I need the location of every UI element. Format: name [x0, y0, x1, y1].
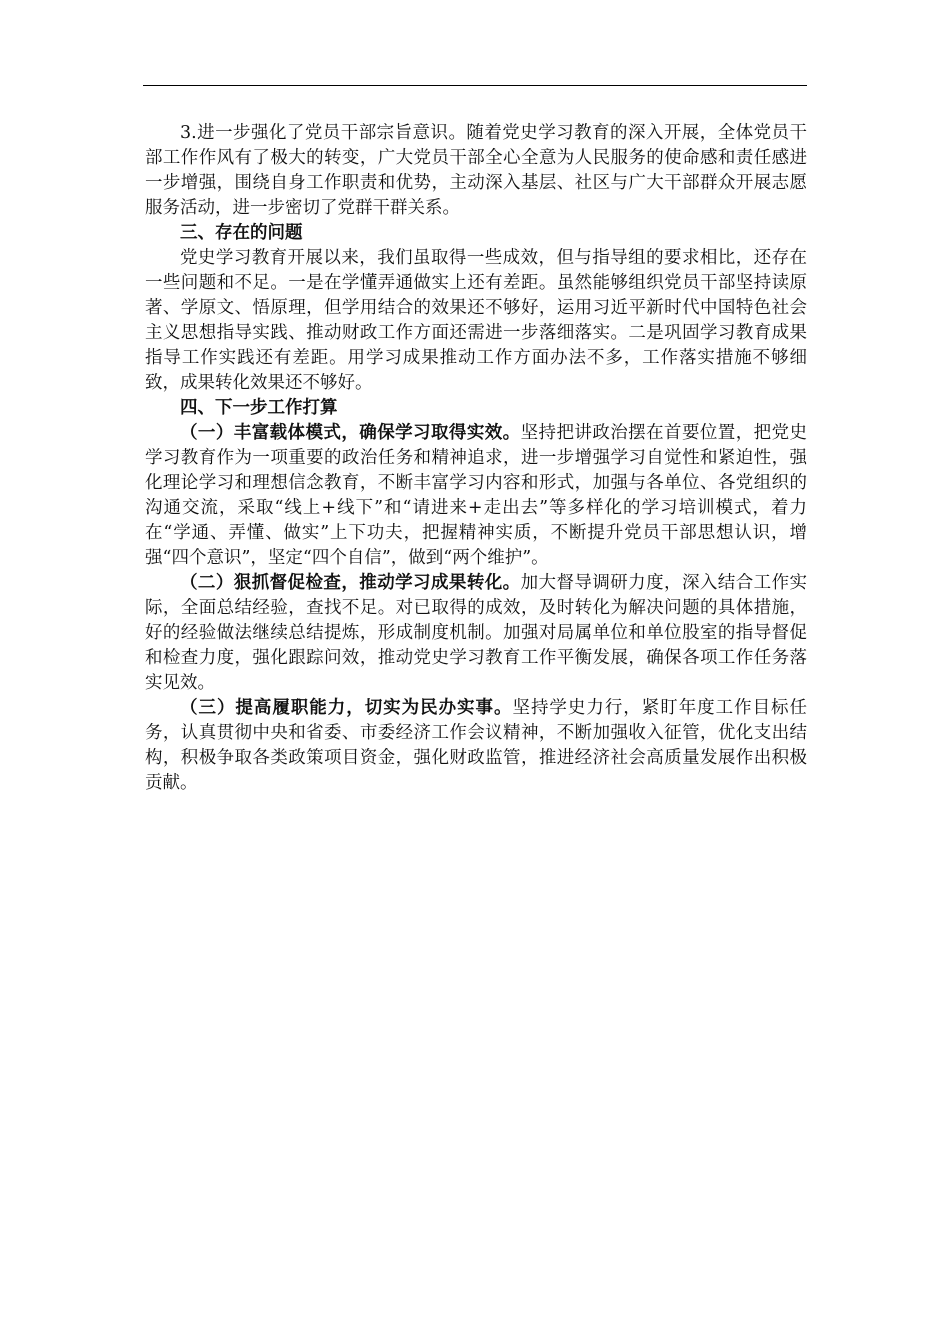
item-3-body: 坚持学史力行，紧盯年度工作目标任务，认真贯彻中央和省委、市委经济工作会议精神，不断加强收入征管，优化支出结构，积极争取各类政策项目资金，强化财政监管，推进经济社会高质量发展作出积极贡献。 — [145, 698, 808, 793]
document-body — [145, 121, 807, 796]
paragraph-problems: 党史学习教育开展以来，我们虽取得一些成效，但与指导组的要求相比，还存在一些问题和不足。一是在学懂弄通做实上还有差距。虽然能够组织党员干部坚持读原著、学原文、悟原理，但学用结合的效果还不够好，运用习近平新时代中国特色社会主义思想指导实践、推动财政工作方面还需进一步落细落实。二是巩固学习教育成果指导工作实践还有差距。用学习成果推动工作方面办法不多，工作落实措施不够细致，成果转化效果还不够好。 — [145, 248, 807, 393]
item-3-lead: （三）提高履职能力，切实为民办实事。 — [180, 698, 513, 718]
paragraph-item-1 — [145, 421, 807, 571]
item-2-lead: （二）狠抓督促检查，推动学习成果转化。 — [180, 573, 521, 593]
item-2-body: 加大督导调研力度，深入结合工作实际，全面总结经验，查找不足。对已取得的成效，及时转化为解决问题的具体措施，好的经验做法继续总结提炼，形成制度机制。加强对局属单位和单位股室的指导督促和检查力度，强化跟踪问效，推动党史学习教育工作平衡发展，确保各项工作任务落实见效。 — [145, 573, 808, 693]
paragraph-purpose-awareness: 3.进一步强化了党员干部宗旨意识。随着党史学习教育的深入开展，全体党员干部工作作风有了极大的转变，广大党员干部全心全意为人民服务的使命感和责任感进一步增强，围绕自身工作职责和优势，主动深入基层、社区与广大干部群众开展志愿服务活动，进一步密切了党群干群关系。 — [145, 123, 807, 218]
header-rule — [143, 85, 807, 86]
item-1-body: 坚持把讲政治摆在首要位置，把党史学习教育作为一项重要的政治任务和精神追求，进一步增强学习自觉性和紧迫性，强化理论学习和理想信念教育，不断丰富学习内容和形式，加强与各单位、各党组织的沟通交流，采取“线上+线下”和“请进来+走出去”等多样化的学习培训模式，着力在“学通、弄懂、做实”上下功夫，把握精神实质，不断提升党员干部思想认识，增强“四个意识”，坚定“四个自信”，做到“两个维护”。 — [145, 423, 808, 568]
paragraph-item-2 — [145, 571, 807, 696]
section-heading-next-steps: 四、下一步工作打算 — [180, 398, 338, 418]
paragraph-item-3 — [145, 696, 807, 796]
section-heading-problems: 三、存在的问题 — [180, 223, 303, 243]
item-1-lead: （一）丰富载体模式，确保学习取得实效。 — [180, 423, 521, 443]
